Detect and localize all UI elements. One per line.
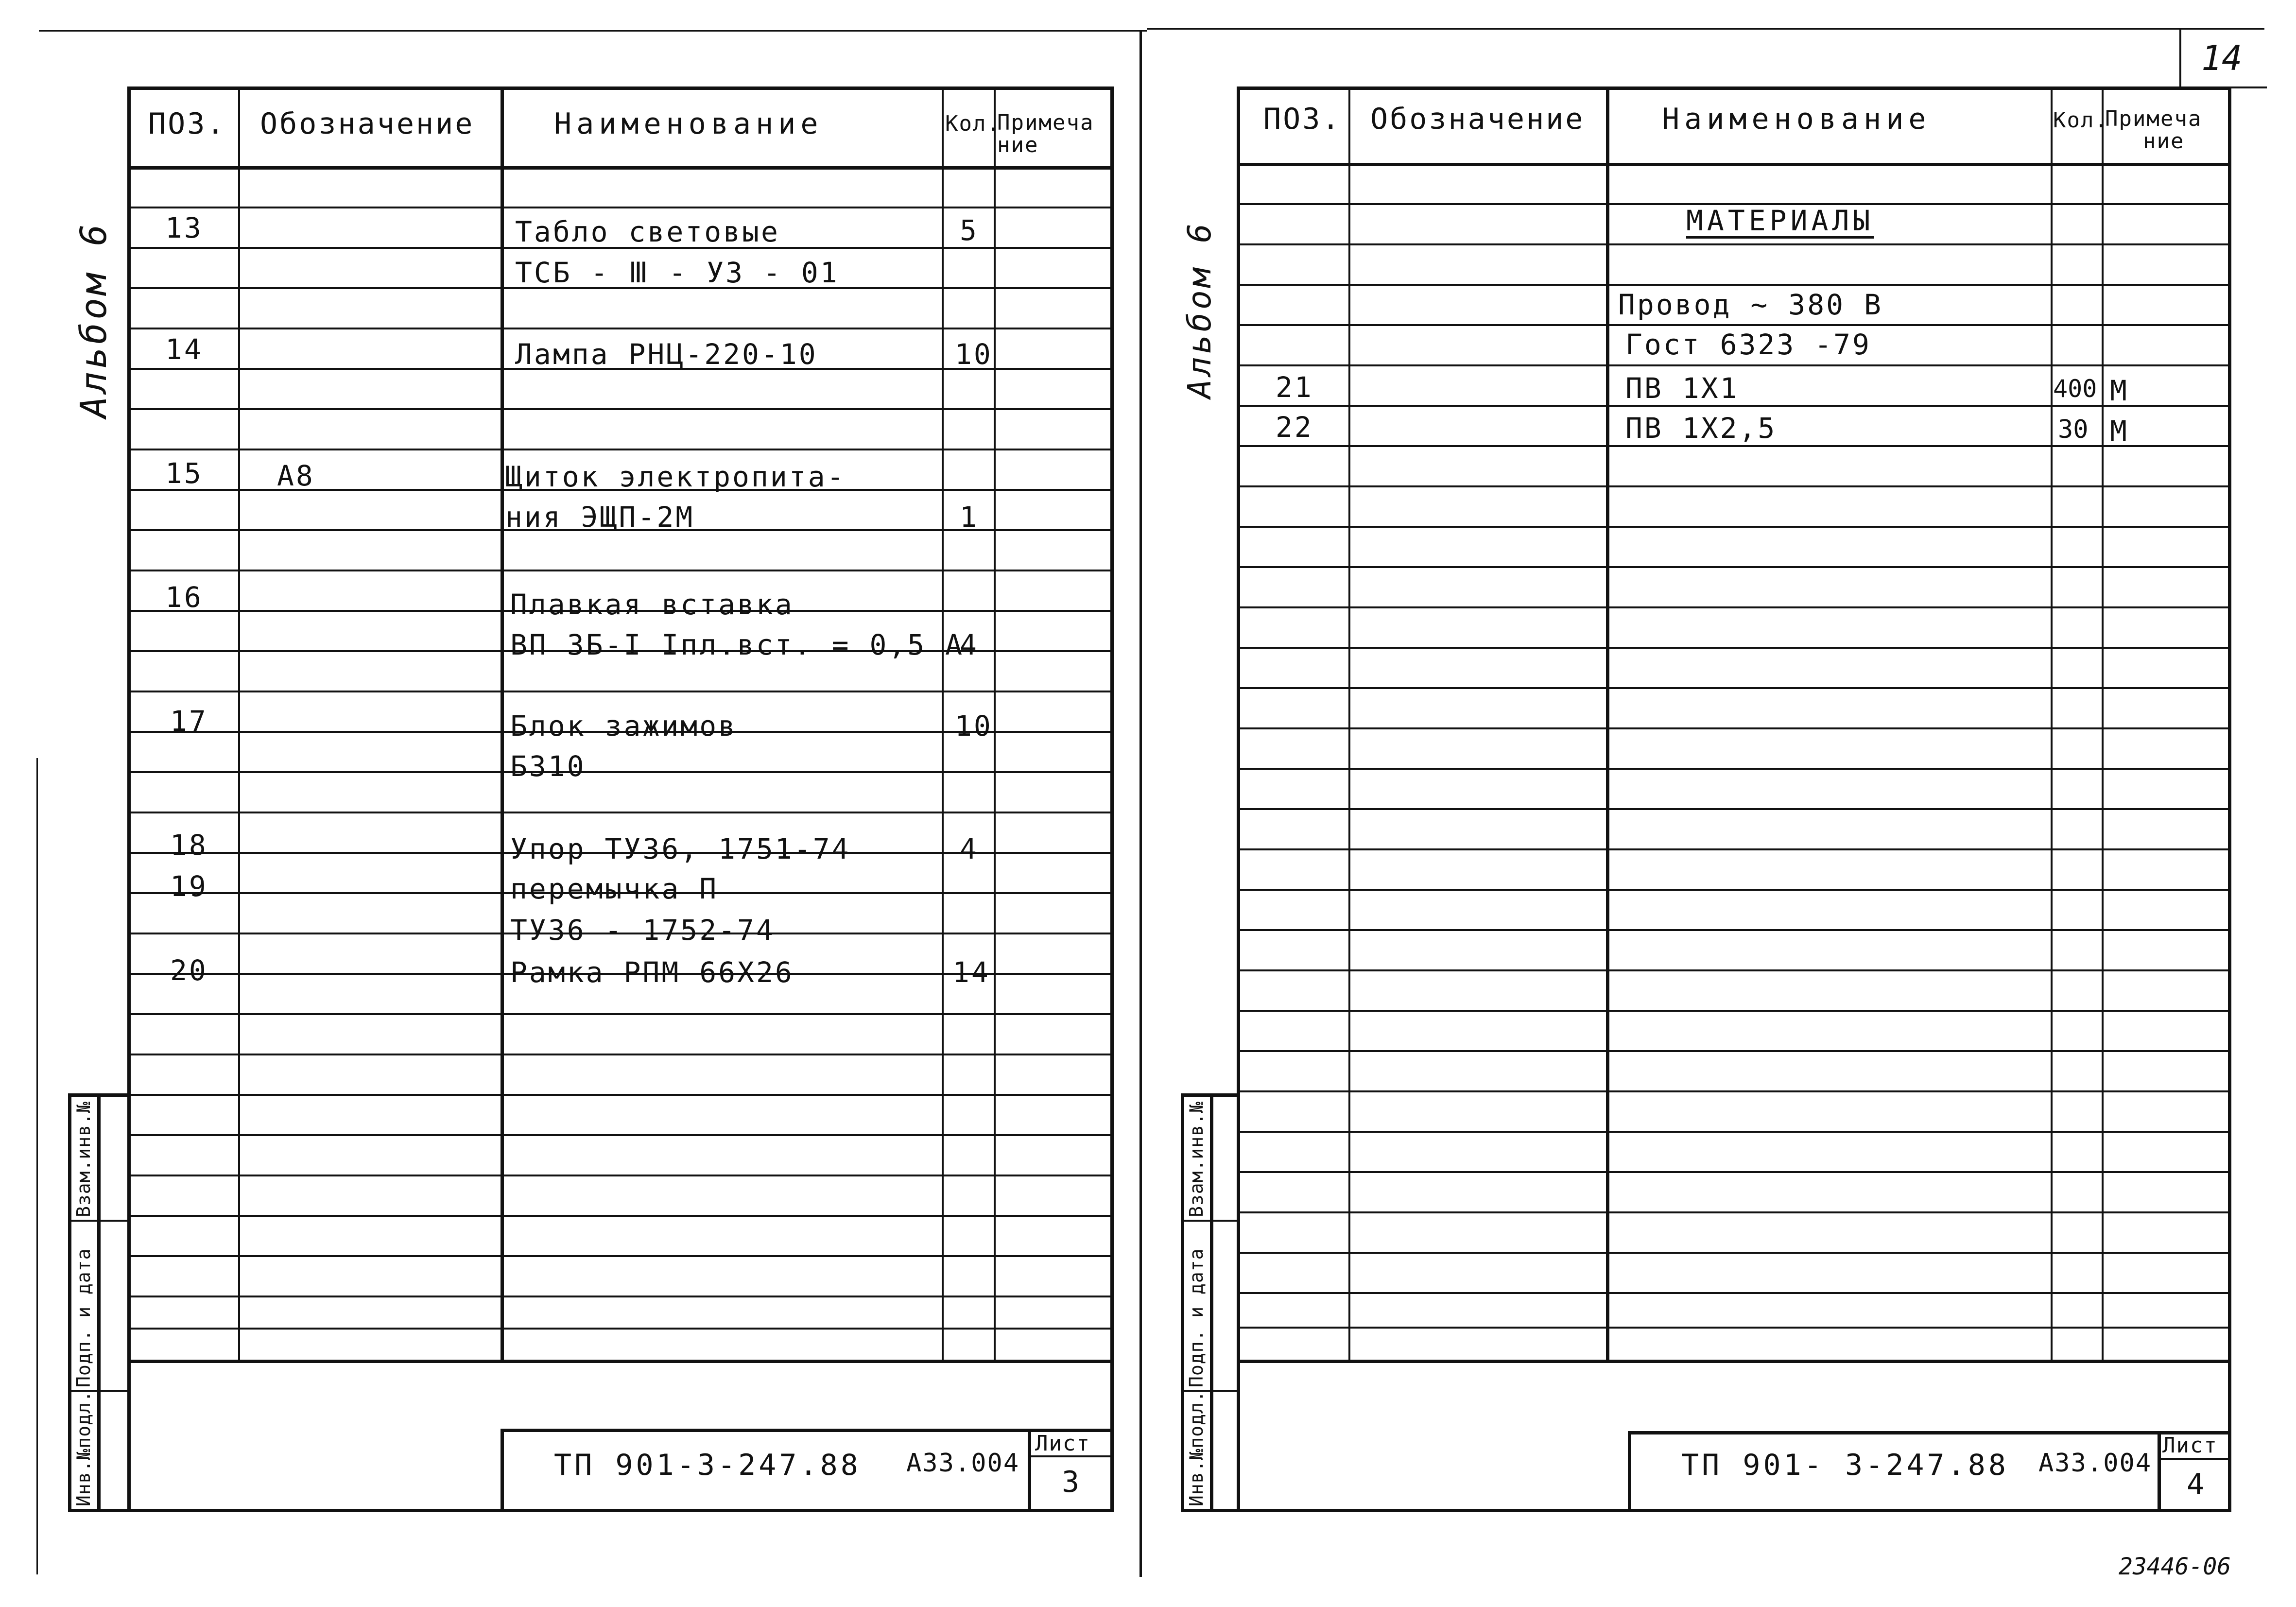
table-row-name: ПВ 1Х1 bbox=[1625, 372, 1739, 405]
col-header-name: Наименование bbox=[1662, 102, 1931, 136]
col-header-note-1: Примеча bbox=[997, 110, 1094, 135]
col-header-designation: Обозначение bbox=[1370, 102, 1585, 136]
col-header-note-1: Примеча bbox=[2105, 106, 2202, 131]
left-stamp-sheet-label: Лист bbox=[1035, 1431, 1090, 1456]
table-row-name: перемычка П bbox=[510, 872, 719, 905]
table-row-qty: 5 bbox=[960, 214, 979, 247]
left-album-label: Альбом 6 bbox=[73, 221, 115, 418]
table-row-name: ПВ 1Х2,5 bbox=[1625, 412, 1777, 445]
section-title: МАТЕРИАЛЫ bbox=[1686, 204, 1874, 237]
table-row-name: ния ЭЩП-2М bbox=[505, 501, 695, 534]
table-row-pos: 15 bbox=[165, 457, 203, 490]
table-row-name: Упор ТУ36, 1751-74 bbox=[510, 832, 851, 865]
table-row-name: ТСБ - Ⅲ - У3 - 01 bbox=[515, 256, 839, 289]
table-row-pos: 18 bbox=[170, 829, 208, 862]
table-row-note: М bbox=[2110, 374, 2129, 407]
table-row-pos: 21 bbox=[1276, 371, 1313, 404]
table-row-name: Гост 6323 -79 bbox=[1625, 328, 1871, 361]
col-header-qty: Кол. bbox=[945, 111, 1001, 136]
table-row-qty: 4 bbox=[960, 628, 979, 661]
col-header-pos: ПОЗ. bbox=[1263, 102, 1342, 136]
left-stamp-sheet-number: 3 bbox=[1062, 1465, 1083, 1499]
table-row-name: Провод ~ 380 В bbox=[1618, 288, 1883, 321]
table-row-name: Щиток электропита- bbox=[505, 460, 846, 493]
table-row-pos: 13 bbox=[165, 211, 203, 244]
left-vzam-inv-label: Взам.инв.№ bbox=[73, 1101, 94, 1217]
left-stamp-doc-code: ТП 901-3-247.88 bbox=[554, 1448, 861, 1482]
table-row-name: ВП 3Б-I Iпл.вст. = 0,5 А bbox=[510, 628, 965, 661]
right-vzam-inv-label: Взам.инв.№ bbox=[1186, 1101, 1207, 1217]
table-row-qty: 400 bbox=[2053, 375, 2097, 403]
left-inv-podl-label: Инв.№подл. bbox=[73, 1390, 94, 1506]
right-stamp-doc-code: ТП 901- 3-247.88 bbox=[1681, 1448, 2009, 1482]
right-inv-podl-label: Инв.№подл. bbox=[1186, 1390, 1207, 1506]
table-row-pos: 20 bbox=[170, 954, 208, 987]
table-row-designation: А8 bbox=[277, 459, 315, 492]
right-stamp-sheet-label: Лист bbox=[2162, 1433, 2218, 1458]
right-album-label: Альбом 6 bbox=[1181, 221, 1218, 398]
table-row-name: Рамка РПМ 66Х26 bbox=[510, 956, 794, 989]
table-row-name: Табло световые bbox=[515, 215, 780, 248]
left-podp-data-label: Подп. и дата bbox=[73, 1248, 94, 1387]
table-row-qty: 10 bbox=[955, 709, 993, 743]
col-header-qty: Кол. bbox=[2053, 108, 2108, 133]
table-row-pos: 22 bbox=[1276, 411, 1313, 444]
table-row-qty: 14 bbox=[952, 956, 990, 989]
table-row-pos: 17 bbox=[170, 705, 208, 738]
right-podp-data-label: Подп. и дата bbox=[1186, 1248, 1207, 1387]
page-number: 14 bbox=[2201, 38, 2243, 78]
table-row-name: Лампа РНЦ-220-10 bbox=[515, 338, 818, 371]
table-row-pos: 14 bbox=[165, 333, 203, 366]
table-row-qty: 4 bbox=[960, 832, 979, 865]
table-row-qty: 1 bbox=[960, 501, 979, 534]
table-row-name: Б310 bbox=[510, 750, 586, 783]
table-row-qty: 30 bbox=[2058, 415, 2089, 444]
table-row-note: М bbox=[2110, 415, 2129, 448]
table-row-pos: 19 bbox=[170, 870, 208, 903]
table-row-qty: 10 bbox=[955, 338, 993, 371]
right-stamp-album-code: А33.004 bbox=[2038, 1449, 2152, 1478]
col-header-note-2: ние bbox=[997, 133, 1039, 157]
table-row-name: Плавкая вставка bbox=[510, 588, 794, 621]
left-stamp-album-code: А33.004 bbox=[906, 1449, 1020, 1478]
col-header-designation: Обозначение bbox=[260, 107, 475, 141]
col-header-note-2: ние bbox=[2143, 129, 2185, 154]
col-header-pos: ПОЗ. bbox=[148, 107, 226, 141]
right-stamp-sheet-number: 4 bbox=[2187, 1468, 2208, 1502]
table-row-name: ТУ36 - 1752-74 bbox=[510, 914, 775, 947]
table-row-name: Блок зажимов bbox=[510, 709, 738, 743]
archive-number: 23446-06 bbox=[2119, 1553, 2231, 1580]
col-header-name: Наименование bbox=[554, 107, 823, 141]
table-row-pos: 16 bbox=[165, 581, 203, 614]
